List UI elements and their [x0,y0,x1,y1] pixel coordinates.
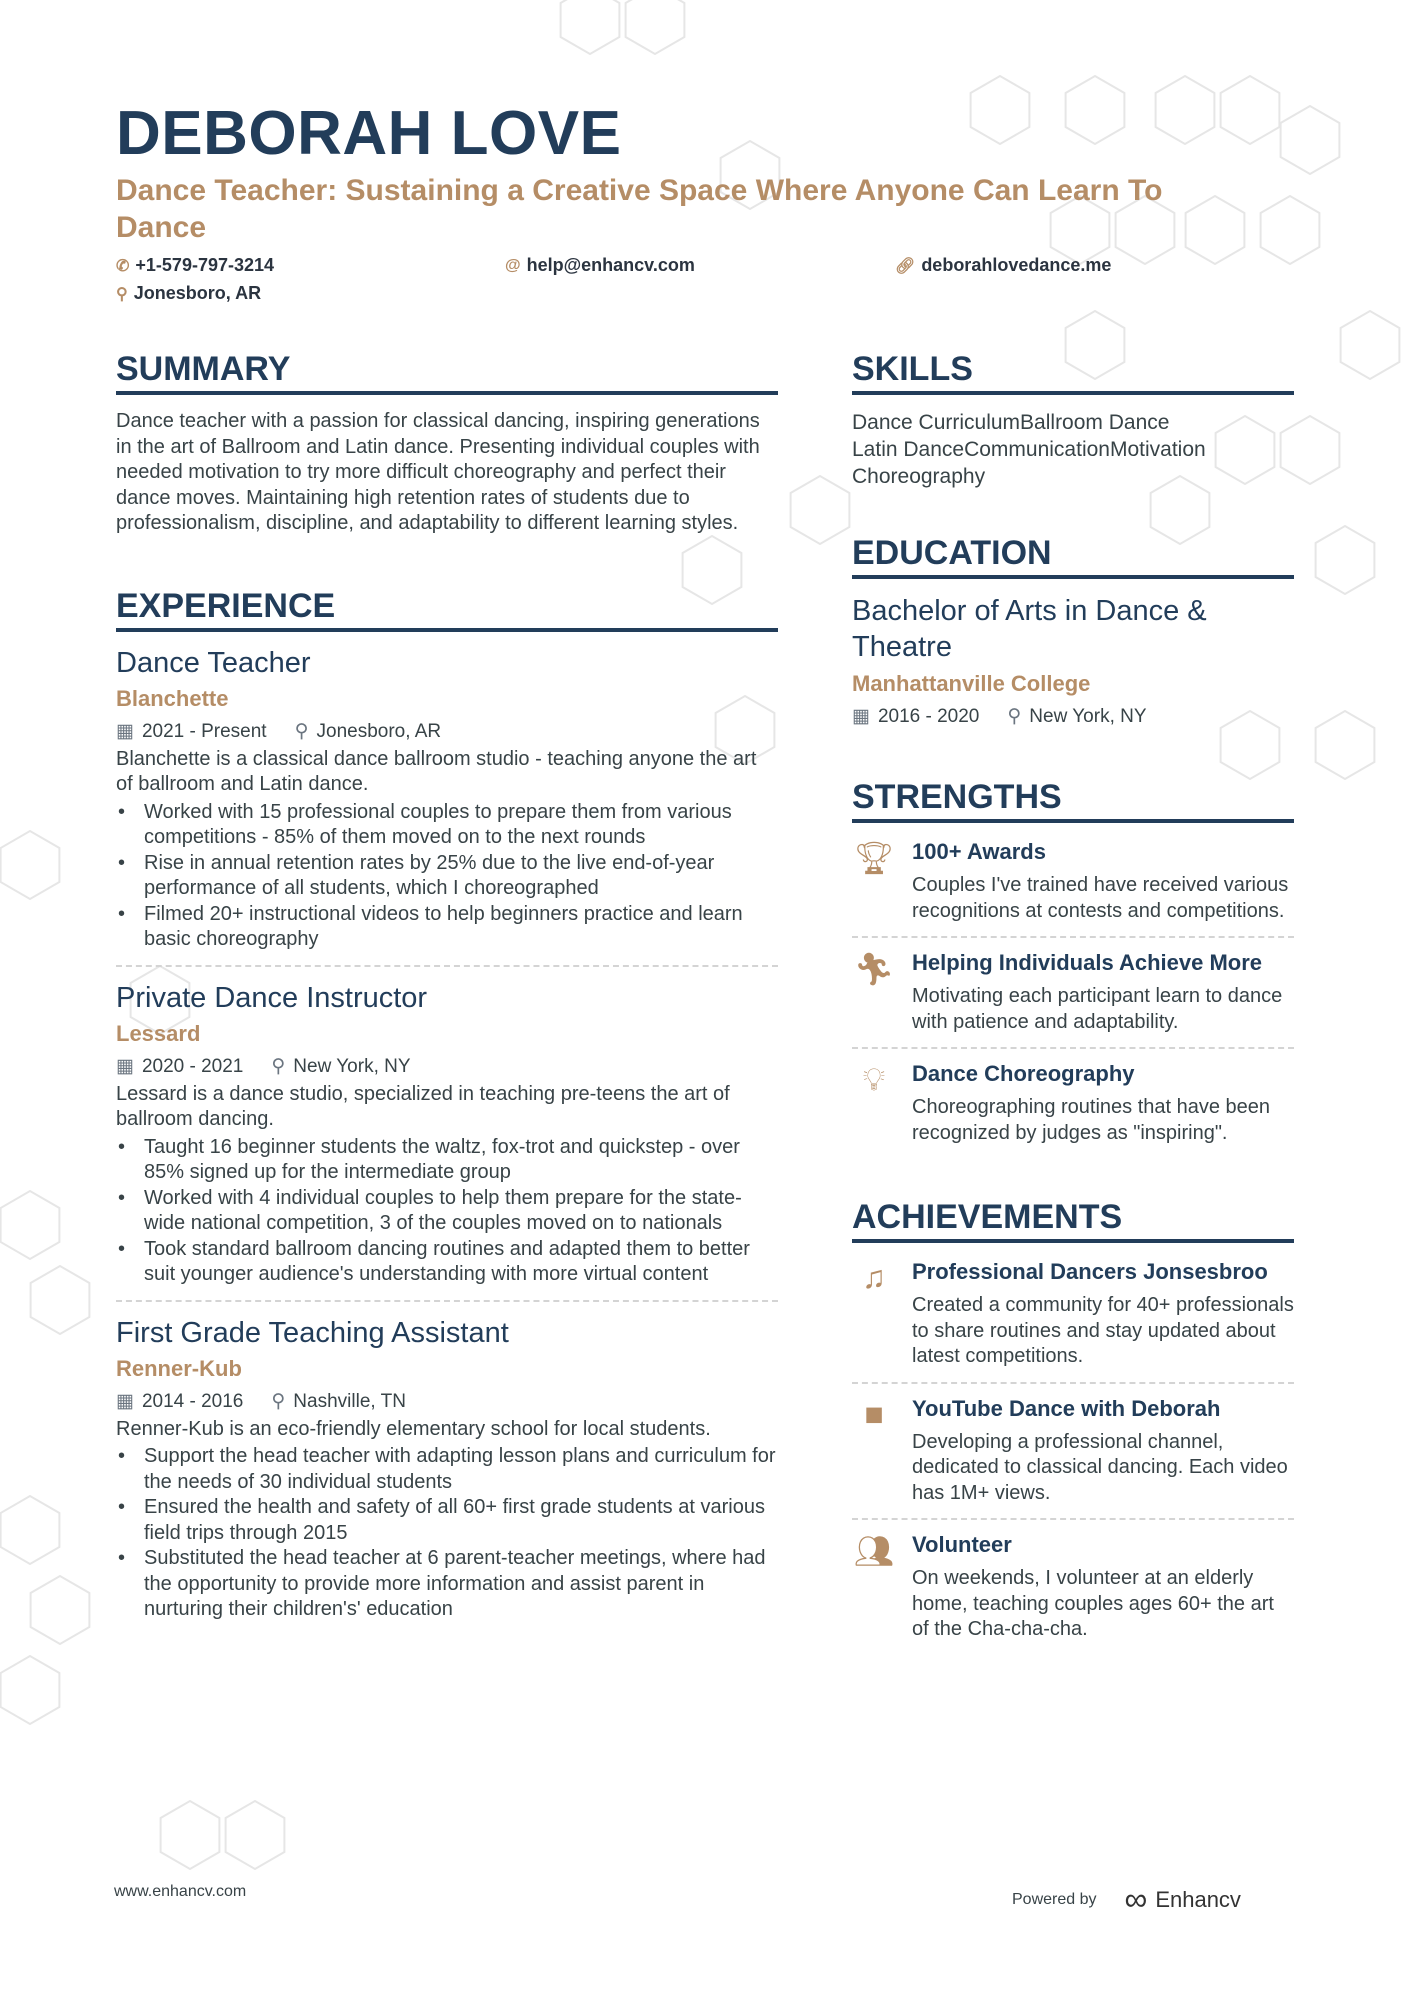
hexagon-shape [1,1191,60,1259]
skills-heading: SKILLS [852,350,1294,395]
job-title: First Grade Teaching Assistant [116,1316,509,1349]
location-pin-icon: ⚲ [271,1390,286,1412]
location-text: Jonesboro, AR [133,283,262,303]
item-title: Dance Choreography [912,1061,1135,1086]
achievements-heading: ACHIEVEMENTS [852,1198,1294,1243]
edu-location: ⚲ New York, NY [1007,706,1147,727]
powered-by-text: Powered by [1012,1890,1097,1908]
hexagon-shape [1,1656,60,1724]
phone [116,255,274,276]
job-location: ⚲ New York, NY [271,1055,411,1077]
job-location: ⚲ Jonesboro, AR [294,720,442,742]
right-column [852,350,1294,1655]
hexagon-shape [971,76,1030,144]
degree: Bachelor of Arts in Dance & Theatre [852,595,1207,663]
calendar-icon: ▦ [116,1390,134,1412]
job-bullet: • Filmed 20+ instructional videos to help beginners practice and learn basic choreography [116,902,778,953]
hexagon-shape [626,0,685,54]
skills-line: Choreography [852,465,986,488]
education-heading: EDUCATION [852,534,1294,579]
hexagon-shape [1281,106,1340,174]
location-pin-icon: ⚲ [271,1055,286,1077]
phone-text: +1-579-797-3214 [135,255,275,275]
job-bullet: • Taught 16 beginner students the waltz, fox-trot and quickstep - over 85% signed up for the intermediate group [116,1135,778,1186]
candidate-title: Dance Teacher: Sustaining a Creative Space Where Anyone Can Learn To Dance [116,174,1163,244]
job-bullet: • Worked with 4 individual couples to help them prepare for the state-wide national competition, 3 of the couples moved on to nationals [116,1186,778,1237]
job-title: Dance Teacher [116,646,311,679]
job-bullet: • Support the head teacher with adapting lesson plans and curriculum for the needs of 30 individual students [116,1444,778,1495]
school: Manhattanville College [852,671,1091,696]
item-title: 100+ Awards [912,839,1046,864]
hexagon-shape [1,1496,60,1564]
footer-site[interactable]: www.enhancv.com [114,1883,247,1900]
strengths-heading: STRENGTHS [852,778,1294,823]
candidate-name: DEBORAH LOVE [116,99,622,168]
calendar-icon: ▦ [116,720,134,742]
item-text: Developing a professional channel, dedicated to classical dancing. Each video has 1M+ views. [912,1430,1288,1504]
item-title: Helping Individuals Achieve More [912,950,1263,975]
job-description: Renner-Kub is an eco-friendly elementary school for local students. [116,1417,711,1440]
divider [116,965,778,967]
hexagon-shape [1341,311,1400,379]
skills-line: Latin DanceCommunicationMotivation [852,438,1206,461]
hexagon-shape [31,1266,90,1334]
item-text: Motivating each participant learn to dance with patience and adaptability. [912,985,1283,1033]
job-entry [116,1316,778,1623]
company: Renner-Kub [116,1355,242,1381]
users-icon: 👥︎ [853,1533,895,1569]
hexagon-shape [561,0,620,54]
hexagon-shape [1221,76,1280,144]
company: Lessard [116,1020,201,1046]
job-dates: ▦ 2020 - 2021 [116,1055,244,1077]
location [116,283,261,304]
left-column [116,350,778,1623]
job-entry [116,981,778,1302]
running-icon: 🏃︎ [853,951,895,987]
strengths-item [852,938,1294,1047]
calendar-icon: ▦ [852,706,870,727]
lightbulb-icon: 💡︎ [862,1061,886,1097]
item-title: YouTube Dance with Deborah [912,1395,1221,1421]
video-camera-icon: ■ [864,1395,884,1432]
divider [116,1300,778,1302]
calendar-icon: ▦ [116,1055,134,1077]
summary-text: Dance teacher with a passion for classical dancing, inspiring generations in the art of Ballroom and Latin dance. Presenting individual couples with needed motivation to try more difficult choreography and perfect their dance moves. Maintaining high retention rates of students due to professionalism, discipline, and adaptability to different learning styles. [116,410,760,534]
hexagon-shape [1261,196,1320,264]
trophy-icon: 🏆︎ [853,840,895,876]
phone-icon: ✆ [116,257,130,275]
item-text: Couples I've trained have received various recognitions at contests and competitions. [912,874,1289,922]
job-bullet: • Took standard ballroom dancing routines and adapted them to better suit younger audience's understanding with more virtual content [116,1237,778,1288]
at-icon: @ [505,256,521,274]
hexagon-shape [1316,526,1375,594]
achievements-item [852,1520,1294,1655]
job-bullet: • Ensured the health and safety of all 60+ first grade students at various field trips through 2015 [116,1495,778,1546]
job-dates: ▦ 2014 - 2016 [116,1390,244,1412]
location-pin-icon: ⚲ [1007,706,1022,727]
summary-heading: SUMMARY [116,350,778,395]
hexagon-shape [1156,76,1215,144]
link-icon: 🔗︎ [895,257,916,275]
item-title: Professional Dancers Jonsesbroo [912,1259,1268,1284]
hexagon-shape [226,1801,285,1869]
skills-line: Dance CurriculumBallroom Dance [852,411,1170,434]
strengths-item [852,827,1294,936]
job-location: ⚲ Nashville, TN [271,1390,406,1412]
hexagon-shape [791,476,850,544]
footer-powered [1012,1881,1241,1918]
enhancv-logo[interactable]: ∞ Enhancv [1124,1881,1241,1917]
strengths-item [852,1049,1294,1158]
hexagon-shape [1,831,60,899]
hexagon-shape [161,1801,220,1869]
email[interactable] [505,255,695,276]
company: Blanchette [116,685,229,711]
experience-heading: EXPERIENCE [116,587,778,632]
job-entry [116,646,778,967]
job-description: Blanchette is a classical dance ballroom studio - teaching anyone the art of ballroom and Latin dance. [116,747,757,795]
job-bullet: • Worked with 15 professional couples to prepare them from various competitions - 85% of them moved on to the next rounds [116,800,778,851]
music-note-icon: ♫ [862,1259,886,1295]
website-text[interactable]: deborahlovedance.me [921,255,1112,275]
item-text: Created a community for 40+ professionals to share routines and stay updated about latest competitions. [912,1294,1294,1367]
achievements-item [852,1384,1294,1519]
job-title: Private Dance Instructor [116,981,428,1014]
job-bullet: • Substituted the head teacher at 6 parent-teacher meetings, where had the opportunity to provide more information and assist parent in nurturing their children's' education [116,1546,778,1623]
achievements-item [852,1247,1294,1382]
edu-dates: ▦ 2016 - 2020 [852,706,980,727]
job-bullet: • Rise in annual retention rates by 25% due to the live end-of-year performance of all students, which I choreographed [116,851,778,902]
hexagon-shape [31,1576,90,1644]
job-description: Lessard is a dance studio, specialized in teaching pre-teens the art of ballroom dancing. [116,1082,730,1130]
job-dates: ▦ 2021 - Present [116,720,267,742]
website[interactable] [895,255,1111,276]
item-title: Volunteer [912,1532,1012,1557]
item-text: Choreographing routines that have been recognized by judges as "inspiring". [912,1096,1271,1144]
location-pin-icon: ⚲ [294,720,309,742]
hexagon-shape [1316,711,1375,779]
location-pin-icon: ⚲ [116,285,128,303]
email-text[interactable]: help@enhancv.com [526,255,695,275]
hexagon-shape [1066,76,1125,144]
item-text: On weekends, I volunteer at an elderly home, teaching couples ages 60+ the art of the Cha-cha-cha. [912,1567,1274,1640]
infinity-icon: ∞ [1124,1881,1148,1917]
